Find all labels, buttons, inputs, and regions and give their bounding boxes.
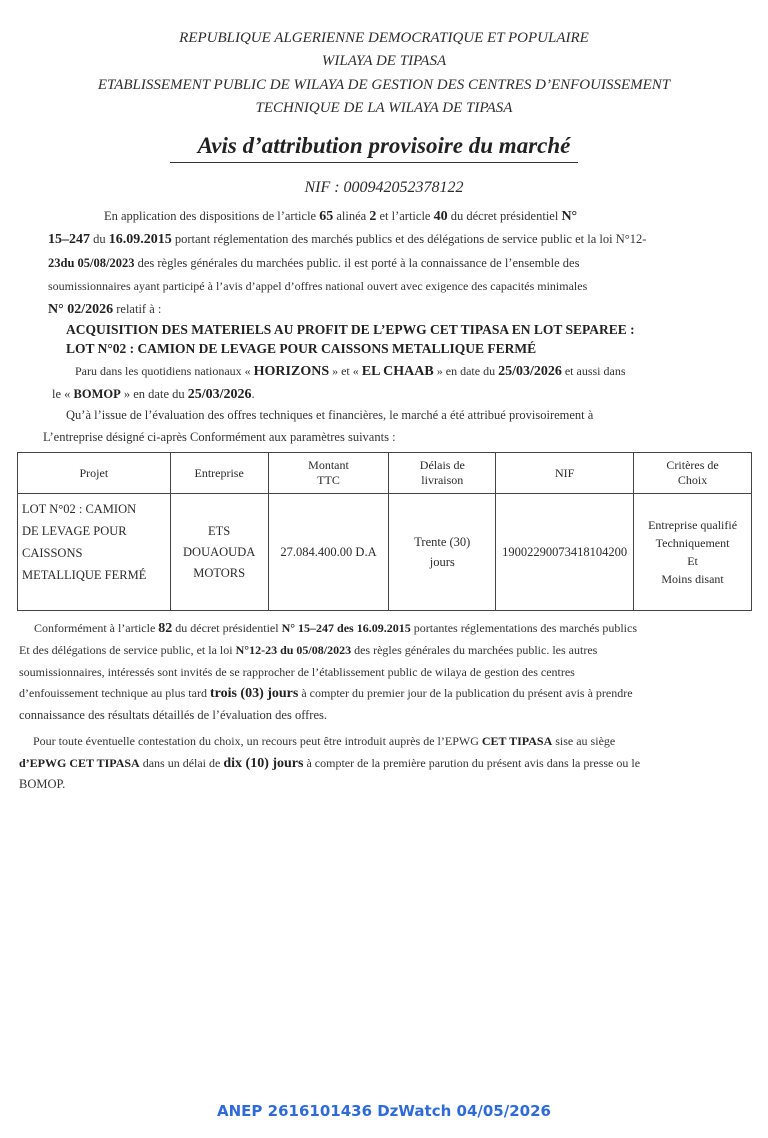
header-criteres: Critères de Choix bbox=[634, 453, 752, 494]
intro-line-4: soumissionnaires ayant participé à l’avis d’appel d’offres national ouvert avec exigence des capacités minimales bbox=[48, 279, 588, 293]
cell-montant: 27.084.400.00 D.A bbox=[268, 494, 389, 611]
intro-line-1: En application des dispositions de l’article 65 alinéa 2 et l’article 40 du décret présidentiel N° bbox=[104, 209, 578, 224]
closing-line-6: Pour toute éventuelle contestation du choix, un recours peut être introduit auprès de l’EPWG CET TIPASA sise au siège bbox=[33, 734, 616, 748]
header-nif: NIF bbox=[496, 453, 634, 494]
intro-line-2: 15–247 du 16.09.2015 portant réglementation des marchés publics et des délégations de service public et la loi N°12- bbox=[48, 232, 647, 247]
notice-title: Avis d’attribution provisoire du marché bbox=[197, 133, 571, 158]
header-wilaya: WILAYA DE TIPASA bbox=[321, 53, 447, 69]
intro-line-5: N° 02/2026 relatif à : bbox=[48, 302, 162, 317]
intro-line-3: 23du 05/08/2023 des règles générales du marchées public. il est porté à la connaissance de l’ensemble des bbox=[48, 256, 580, 270]
header-delais: Délais de livraison bbox=[389, 453, 496, 494]
header-establishment: ETABLISSEMENT PUBLIC DE WILAYA DE GESTION DES CENTRES D’ENFOUISSEMENT bbox=[97, 77, 671, 93]
closing-line-5: connaissance des résultats détaillés de l’évaluation des offres. bbox=[19, 708, 327, 722]
table-header-row bbox=[18, 453, 752, 494]
closing-line-1: Conformément à l’article 82 du décret présidentiel N° 15–247 des 16.09.2015 portantes réglementations des marchés publics bbox=[34, 621, 637, 636]
closing-line-4: d’enfouissement technique au plus tard trois (03) jours à compter du premier jour de la publication du présent avis à prendre bbox=[19, 686, 633, 701]
closing-line-8: BOMOP. bbox=[19, 777, 66, 791]
title-underline bbox=[170, 162, 578, 163]
subject-line-1: ACQUISITION DES MATERIELS AU PROFIT DE L’EPWG CET TIPASA EN LOT SEPAREE : bbox=[66, 322, 635, 337]
cell-delais: Trente (30) jours bbox=[389, 494, 496, 611]
header-projet: Projet bbox=[18, 453, 171, 494]
header-republic: REPUBLIQUE ALGERIENNE DEMOCRATIQUE ET POPULAIRE bbox=[179, 30, 589, 46]
closing-line-2: Et des délégations de service public, et la loi N°12-23 du 05/08/2023 des règles générales du marchées public. les autres bbox=[19, 643, 598, 657]
cell-projet: LOT N°02 : CAMION DE LEVAGE POUR CAISSONS METALLIQUE FERMÉ bbox=[18, 494, 171, 611]
cell-criteres: Entreprise qualifié Techniquement Et Moins disant bbox=[634, 494, 752, 611]
header-establishment-cont: TECHNIQUE DE LA WILAYA DE TIPASA bbox=[255, 100, 513, 116]
publication-line-2: le « BOMOP » en date du 25/03/2026. bbox=[52, 387, 255, 402]
subject-line-2: LOT N°02 : CAMION DE LEVAGE POUR CAISSONS METALLIQUE FERMÉ bbox=[66, 341, 537, 356]
cell-nif: 19002290073418104200 bbox=[496, 494, 634, 611]
nif-number: NIF : 000942052378122 bbox=[304, 179, 464, 196]
publication-line-4: L’entreprise désigné ci-après Conformément aux paramètres suivants : bbox=[43, 430, 396, 444]
closing-line-7: d’EPWG CET TIPASA dans un délai de dix (10) jours à compter de la première parution du présent avis dans la presse ou le bbox=[19, 756, 641, 771]
publication-line-1: Paru dans les quotidiens nationaux « HORIZONS » et « EL CHAAB » en date du 25/03/2026 et aussi dans bbox=[75, 364, 626, 379]
cell-entreprise: ETS DOUAOUDA MOTORS bbox=[170, 494, 268, 611]
footer-watermark: ANEP 2616101436 DzWatch 04/05/2026 bbox=[217, 1102, 551, 1120]
closing-line-3: soumissionnaires, intéressés sont invités de se rapprocher de l’établissement public de wilaya de gestion des centres bbox=[19, 665, 575, 679]
header-entreprise: Entreprise bbox=[170, 453, 268, 494]
award-table bbox=[17, 452, 752, 611]
header-montant: Montant TTC bbox=[268, 453, 389, 494]
table-row bbox=[18, 494, 752, 611]
publication-line-3: Qu’à l’issue de l’évaluation des offres techniques et financières, le marché a été attribué provisoirement à bbox=[66, 408, 594, 422]
